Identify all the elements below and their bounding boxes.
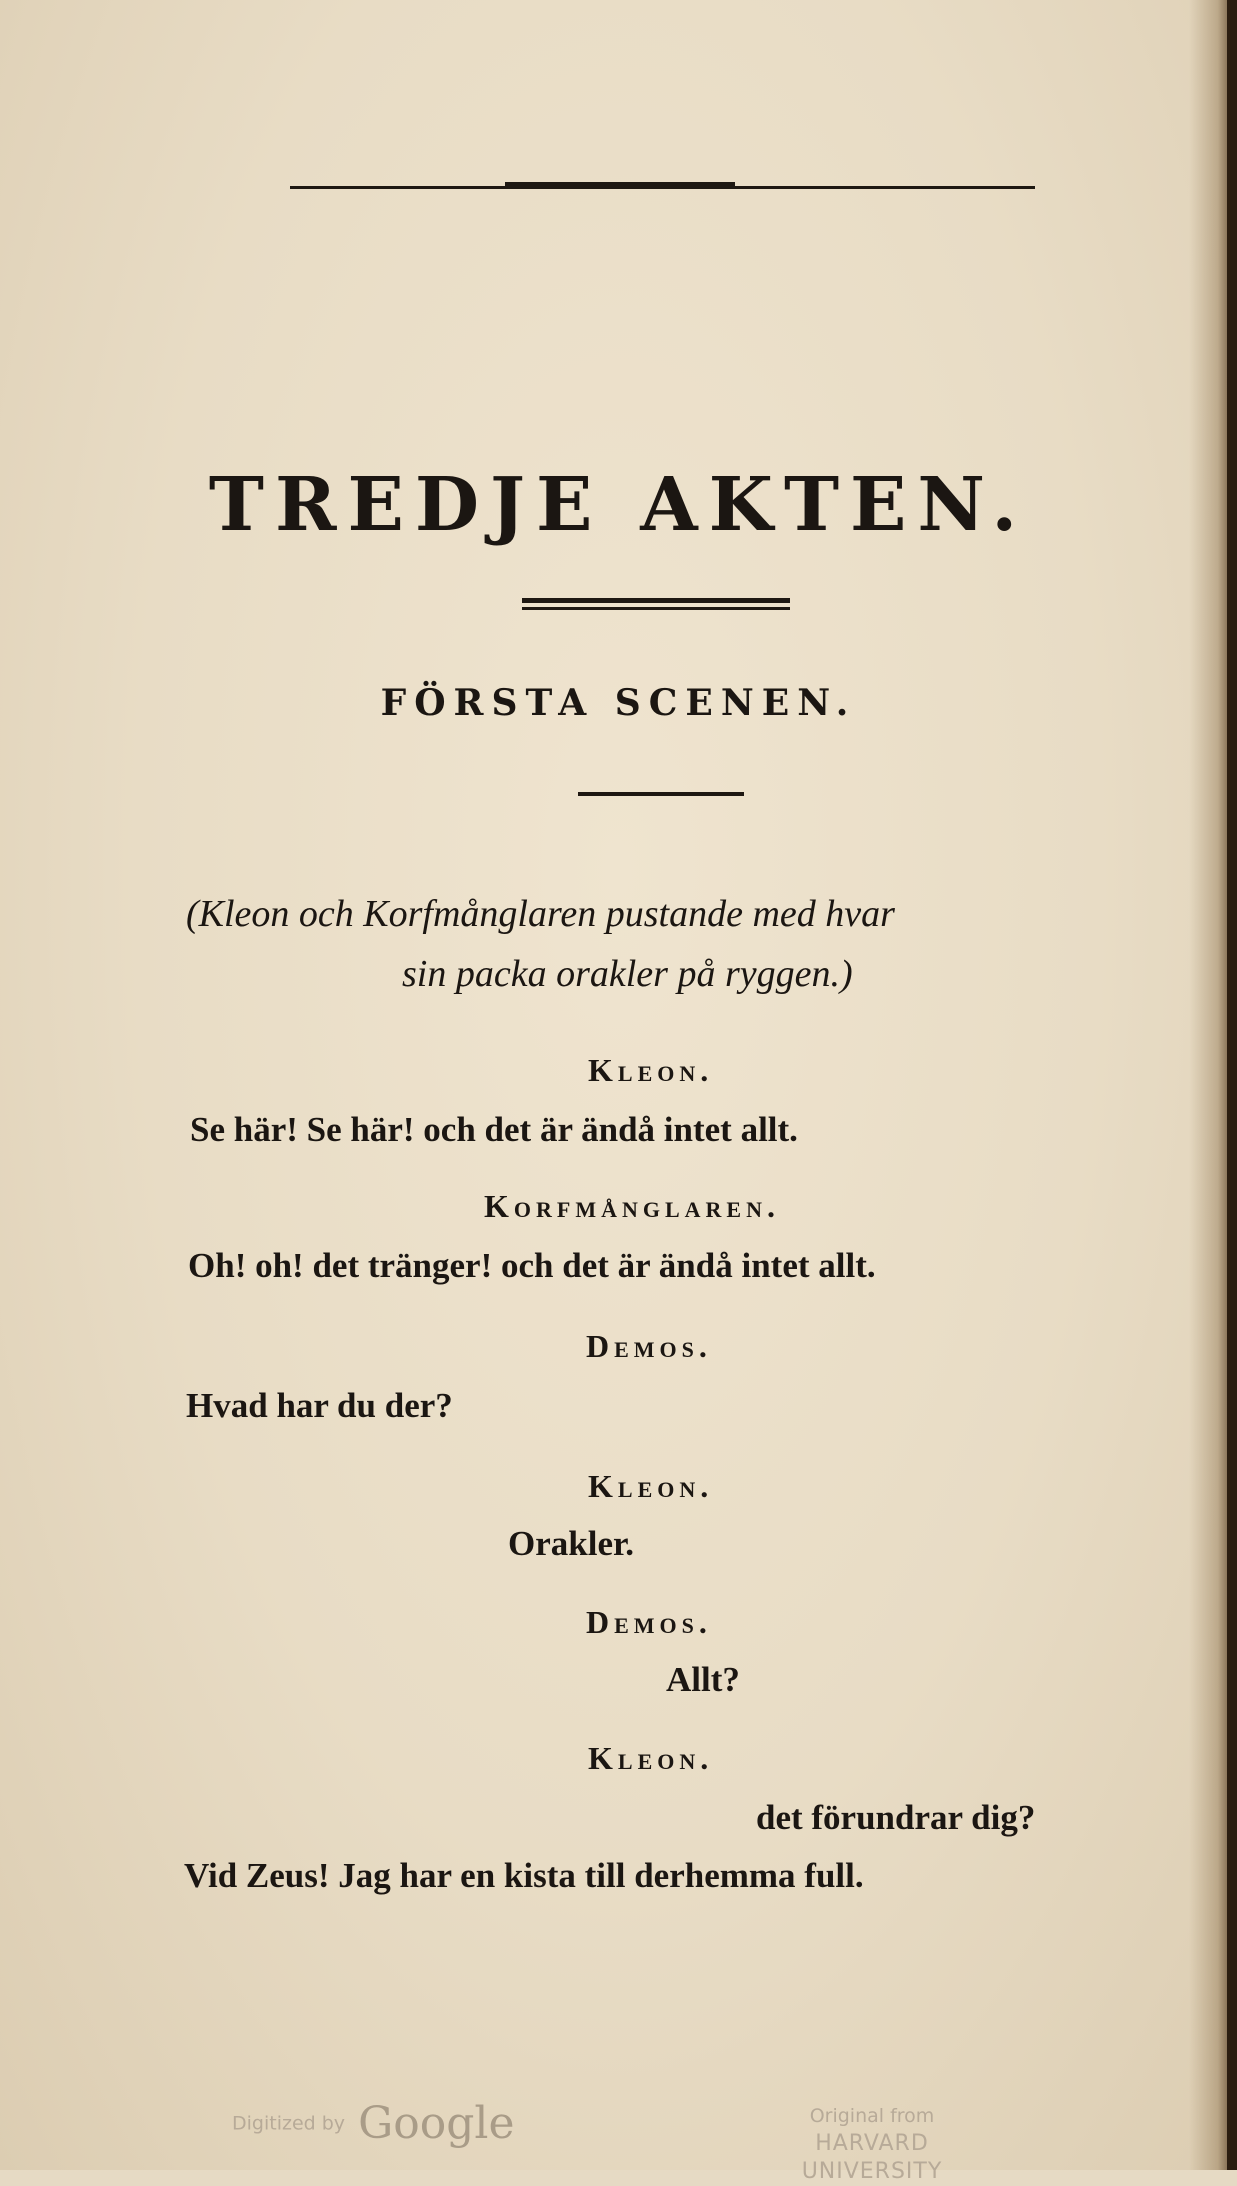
stage-direction-line-1: (Kleon och Korfmånglaren pustande med hvar — [186, 893, 895, 935]
dialogue-line: Allt? — [666, 1660, 740, 1699]
speaker-name: Kleon. — [588, 1468, 714, 1504]
harvard-university-text: HARVARD UNIVERSITY — [801, 2131, 943, 2184]
dialogue-line: Oh! oh! det tränger! och det är ändå intet allt. — [188, 1246, 876, 1285]
dialogue-line: det förundrar dig? — [756, 1798, 1036, 1837]
top-ornament-rule-thick — [505, 182, 735, 189]
dialogue-line: Hvad har du der? — [186, 1386, 453, 1425]
dialogue-line: Orakler. — [508, 1524, 635, 1563]
speaker-name: Demos. — [586, 1328, 712, 1364]
speaker-name: Korfmånglaren. — [484, 1188, 780, 1224]
digitized-by-watermark — [232, 2098, 515, 2149]
dialogue-line: Se här! Se här! och det är ändå intet allt. — [190, 1110, 798, 1149]
scene-rule — [578, 792, 744, 796]
digitized-by-text: Digitized by — [232, 2112, 346, 2135]
scene-title: FÖRSTA SCENEN. — [380, 682, 857, 724]
stage-direction-line-2: sin packa orakler på ryggen.) — [402, 953, 853, 995]
act-title: TREDJE AKTEN. — [208, 462, 1029, 548]
title-rule-2 — [522, 607, 790, 610]
title-rule-1 — [522, 598, 790, 603]
google-logo-text: Google — [358, 2098, 515, 2149]
page-edge — [1227, 0, 1237, 2170]
original-from-watermark — [742, 2102, 1002, 2186]
speaker-name: Demos. — [586, 1604, 712, 1640]
speaker-name: Kleon. — [588, 1740, 714, 1776]
original-from-text: Original from — [809, 2105, 935, 2127]
dialogue-line: Vid Zeus! Jag har en kista till derhemma full. — [184, 1856, 864, 1895]
speaker-name: Kleon. — [588, 1052, 714, 1088]
